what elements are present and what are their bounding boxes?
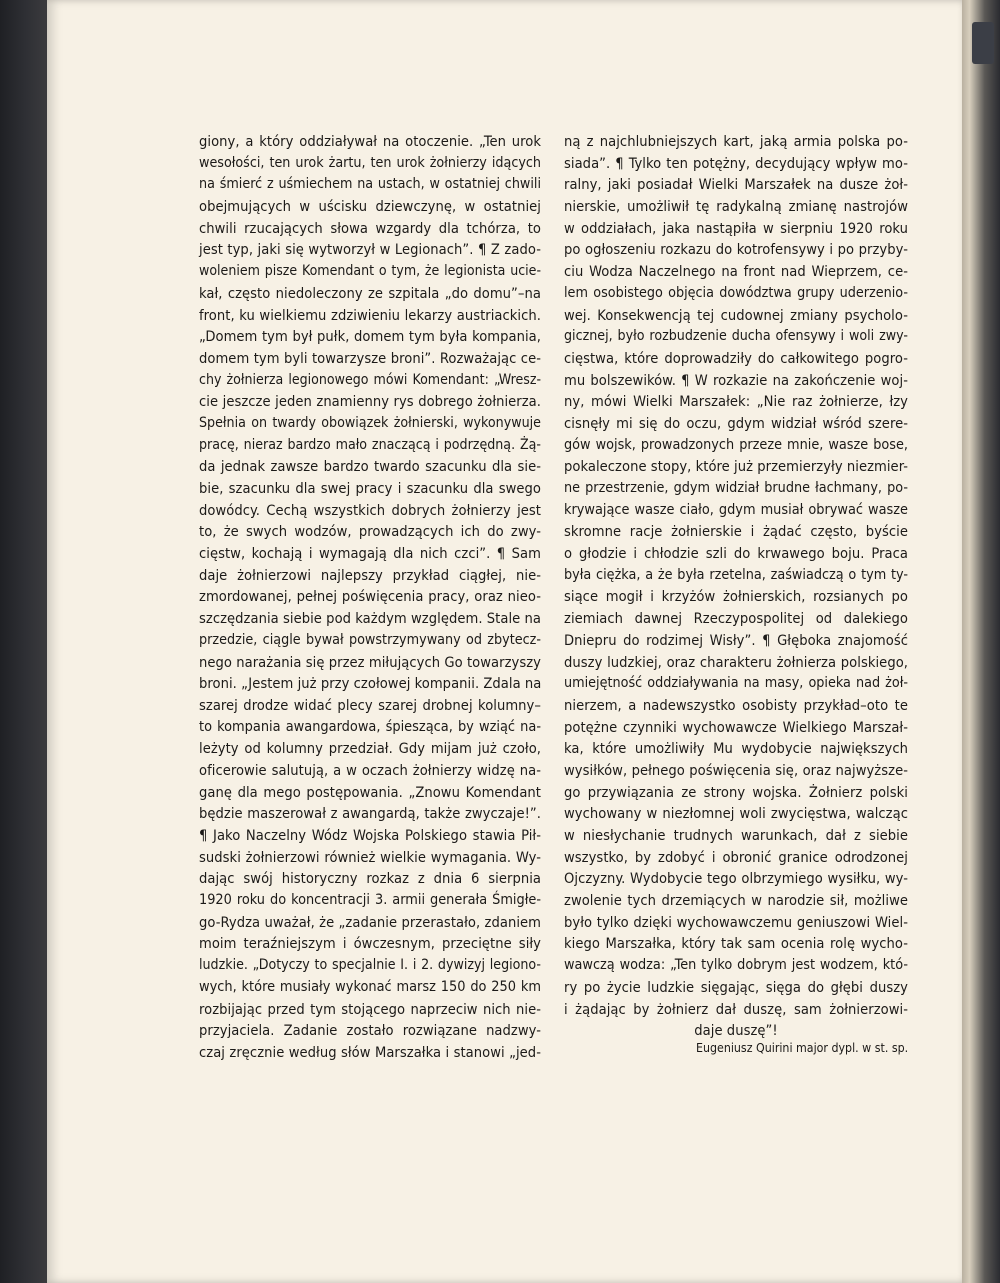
text-line: wawczą wodza: „Ten tylko dobrym jest wodzem, któ-: [564, 957, 908, 974]
text-line: i żądając by żołnierz dał duszę, sam żołnierzowi-: [564, 1000, 908, 1018]
text-line: wej. Konsekwencją tej cudownej zmiany psycholo-: [564, 306, 908, 324]
text-line: ciu Wodza Naczelnego na front nad Wieprzem, ce-: [564, 263, 908, 281]
text-line: mu bolszewików. ¶ W rozkazie na zakończenie woj-: [564, 371, 908, 389]
text-line: skromne racje żołnierskie i żądać często, byście: [564, 523, 908, 541]
text-line: ka, które umożliwiły Mu wydobycie największych: [564, 740, 908, 758]
text-line: domem tym byli towarzysze broni”. Rozważając ce-: [199, 349, 541, 367]
text-line: dowódcy. Cechą wszystkich dobrych żołnierzy jest: [199, 501, 541, 519]
text-line: front, ku wielkiemu zdziwieniu lekarzy austriackich.: [199, 306, 541, 324]
text-line: Ojczyzny. Wydobycie tego olbrzymiego wysiłku, wy-: [564, 870, 908, 888]
text-line: cie jeszcze jeden znamienny rys dobrego żołnierza.: [199, 393, 541, 411]
text-line: to, że swych wodzów, prowadzących ich do zwy-: [199, 523, 541, 541]
text-line: wszystko, by zdobyć i obronić granice odrodzonej: [564, 848, 908, 866]
text-line: gów wojsk, prowadzonych przeze mnie, wasze bose,: [564, 436, 908, 453]
text-line: było tylko dzięki wychowawczemu geniuszowi Wiel-: [564, 913, 908, 931]
text-line: kiego Marszałka, który tak sam ocenia rolę wycho-: [564, 935, 908, 953]
text-line: „Domem tym był pułk, domem tym była kompania,: [199, 328, 541, 346]
text-line: oficerowie salutują, a w oczach żołnierzy widzę na-: [199, 761, 541, 779]
text-line: ne przestrzenie, gdym widział brudne łachmany, po-: [564, 480, 908, 496]
text-line: lem osobistego objęcia dowództwa grupy uderzenio-: [564, 284, 908, 301]
text-line: wysiłków, pełnego poświęcenia się, oraz najwyższe-: [564, 761, 908, 779]
text-column-right: [564, 131, 908, 1042]
text-line: zmordowanej, pełnej poświęcenia pracy, oraz nieo-: [199, 588, 541, 606]
text-line: to kompania awangardowa, śpiesząca, by wziąć na-: [199, 718, 541, 735]
text-line: leżyty od kolumny przedział. Gdy mijam już czoło,: [199, 740, 541, 758]
text-line: obejmujących w uścisku dziewczynę, w ostatniej: [199, 198, 541, 216]
text-line: ludzkie. „Dotyczy to specjalnie I. i 2. dywizyj legiono-: [199, 957, 541, 974]
text-line: w oddziałach, jaka nastąpiła w sierpniu 1920 roku: [564, 219, 908, 237]
text-line: nierzem, a nadewszystko osobisty przykład–oto te: [564, 696, 908, 714]
text-line: była ciężka, a że była rzetelna, zaświadczą o tym ty-: [564, 566, 908, 583]
text-line: zwolenie tych drzemiących w narodzie sił, możliwe: [564, 892, 908, 910]
text-line: ną z najchlubniejszych kart, jaką armia polska po-: [564, 133, 908, 150]
text-line: ny, mówi Wielki Marszałek: „Nie raz żołnierze, łzy: [564, 393, 908, 411]
text-line: woleniem pisze Komendant o tym, że legionista ucie-: [199, 263, 541, 280]
text-line: w niesłychanie trudnych warunkach, dał z siebie: [564, 827, 908, 844]
text-line: sudski żołnierzowi również wielkie wymagania. Wy-: [199, 848, 541, 866]
text-line: czaj zręcznie według słów Marszałka i stanowi „jed-: [199, 1043, 541, 1061]
text-line: potężne czynniki wychowawcze Wielkiego Marszał-: [564, 718, 908, 736]
text-line: wesołości, ten urok żartu, ten urok żołnierzy idących: [199, 154, 541, 171]
text-line: go-Rydza uważał, że „zadanie przerastało, zdaniem: [199, 913, 541, 931]
text-line: będzie maszerował z awangardą, także zwyczaje!”.: [199, 805, 541, 823]
text-line: nego narażania się przez miłujących Go towarzyszy: [199, 653, 541, 671]
text-line: siada”. ¶ Tylko ten potężny, decydujący wpływ mo-: [564, 154, 908, 172]
text-line: gicznej, było rozbudzenie ducha ofensywy i woli zwy-: [564, 328, 908, 345]
text-line: po ogłoszeniu rozkazu do kotrofensywy i po przyby-: [564, 241, 908, 259]
text-line: ziemiach dawnej Rzeczypospolitej od dalekiego: [564, 610, 908, 628]
text-line: wychowany w niezłomnej woli zwycięstwa, walcząc: [564, 805, 908, 823]
text-line: Dniepru do rodzimej Wisły”. ¶ Głęboka znajomość: [564, 631, 908, 649]
text-line: ralny, jaki posiadał Wielki Marszałek na dusze żoł-: [564, 176, 908, 194]
text-line: krywające wasze ciało, gdym musiał obrywać wasze: [564, 501, 908, 518]
text-line: jest typ, jaki się wytworzył w Legionach”. ¶ Z zado-: [199, 241, 541, 259]
text-line: daje duszę”!: [694, 1022, 778, 1040]
text-line: ry po życie ludzkie sięgając, sięga do głębi duszy: [564, 978, 908, 996]
text-line: moim teraźniejszym i ówczesnym, przeciętne siły: [199, 935, 541, 953]
text-column-left: [199, 131, 541, 1064]
text-line: o głodzie i chłodzie szli do krwawego boju. Praca: [564, 545, 908, 563]
text-line: ganę dla mego postępowania. „Znowu Komendant: [199, 783, 541, 801]
text-line: umiejętność oddziaływania na masy, opieka nad żoł-: [564, 675, 908, 692]
text-line: broni. „Jestem już przy czołowej kompanii. Zdala na: [199, 675, 542, 693]
text-line: 1920 roku do koncentracji 3. armii generała Śmigłe-: [199, 892, 541, 909]
text-line: cisnęły mi się do oczu, gdym widział wśród szere-: [564, 414, 908, 432]
text-line: szarej drodze widać plecy szarej drobnej kolumny–: [199, 696, 541, 714]
text-line: rozbijając przed tym stojącego naprzeciw nich nie-: [199, 1000, 541, 1018]
text-line: pokaleczone stopy, które już przemierzyły niezmier-: [564, 458, 908, 476]
text-line: szczędzania siebie pod każdym względem. Stale na: [199, 610, 541, 628]
text-line: przedzie, ciągle bywał powstrzymywany od zbytecz-: [199, 631, 541, 648]
text-line: cięstw, kochają i wymagają dla nich czci”. ¶ Sam: [199, 545, 541, 563]
text-line: siące mogił i krzyżów żołnierskich, rozsianych po: [564, 588, 908, 606]
text-line: chy żołnierza legionowego mówi Komendant: „Wresz-: [199, 371, 541, 388]
text-line: pracę, nieraz bardzo mało znaczącą i podrzędną. Żą-: [199, 436, 541, 453]
text-line: chwili rzucających słowa wzgardy dla tchórza, to: [199, 219, 541, 237]
text-line: wych, które musiały wykonać marsz 150 do 250 km: [199, 978, 541, 995]
text-line: go przywiązania ze strony wojska. Żołnierz polski: [564, 783, 908, 801]
bookmark-tab: [972, 22, 994, 64]
text-line: daje żołnierzowi najlepszy przykład ciągłej, nie-: [199, 566, 541, 584]
text-line: przyjaciela. Zadanie zostało rozwiązane nadzwy-: [199, 1022, 541, 1040]
text-line: bie, szacunku dla swej pracy i szacunku dla swego: [199, 480, 541, 497]
text-line: ¶ Jako Naczelny Wódz Wojska Polskiego stawia Pił-: [199, 827, 541, 844]
adjacent-page-edge: [962, 0, 1000, 1283]
text-line: Spełnia on twardy obowiązek żołnierski, wykonywuje: [199, 414, 541, 431]
text-line: da jednak zawsze bardzo twardo szacunku dla sie-: [199, 458, 541, 476]
text-line: na śmierć z uśmiechem na ustach, w ostatniej chwili: [199, 176, 541, 193]
text-line: nierskie, umożliwił tę radykalną zmianę nastrojów: [564, 198, 908, 216]
text-line: cięstwa, które doprowadziły do całkowitego pogro-: [564, 349, 908, 367]
text-line: duszy ludzkiej, oraz charakteru żołnierza polskiego,: [564, 653, 908, 671]
text-line: dając swój historyczny rozkaz z dnia 6 sierpnia: [199, 870, 541, 888]
text-line: kał, często niedoleczony ze szpitala „do domu”–na: [199, 284, 541, 302]
author-signature: Eugeniusz Quirini major dypl. w st. sp.: [696, 1041, 909, 1055]
text-line: giony, a który oddziaływał na otoczenie. „Ten urok: [199, 133, 541, 150]
